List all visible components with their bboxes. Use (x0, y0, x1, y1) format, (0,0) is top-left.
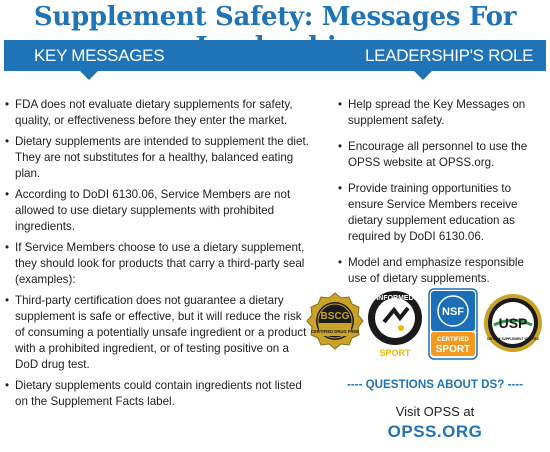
list-item: • According to DoDI 6130.06, Service Members are not allowed to use dietary supplements with prohibited ingredients. (5, 187, 310, 235)
list-item: • Third-party certification does not guarantee a dietary supplement is safe or effective, but it will reduce the risk of consuming a potentially unsafe ingredient or a product with a prohibited ingredient, or of testing positive on a DoD drug test. (5, 293, 310, 373)
list-item: • Dietary supplements could contain ingredients not listed on the Supplement Facts label. (5, 378, 310, 410)
leadership-role-heading: LEADERSHIP'S ROLE (365, 46, 534, 65)
banner-pointer-left (80, 71, 98, 80)
list-item: • Dietary supplements are intended to supplement the diet. They are not substitutes for a healthy, balanced eating plan. (5, 134, 310, 182)
nsf-mid: CERTIFIED (437, 337, 469, 343)
bscg-seal-icon (306, 292, 364, 358)
bscg-seal-bottom: CERTIFIED DRUG FREE (311, 329, 359, 334)
visit-text: Visit OPSS at (395, 404, 475, 419)
section-banner (4, 40, 546, 71)
usp-ring: DIETARY SUPPLEMENT VERIFIED (487, 337, 539, 341)
leadership-role-list (338, 97, 538, 297)
banner-pointer-right (414, 71, 432, 80)
nsf-certified-sport-icon (428, 288, 478, 360)
questions-heading: ---- QUESTIONS ABOUT DS? ---- (346, 378, 524, 391)
list-item: • Model and emphasize responsible use of dietary supplements. (338, 255, 538, 287)
nsf-top: NSF (442, 306, 464, 318)
list-item: • Encourage all personnel to use the OPSS website at OPSS.org. (338, 139, 538, 171)
list-item: • FDA does not evaluate dietary supplements for safety, quality, or effectiveness before they enter the market. (5, 97, 310, 129)
usp-top: USP (498, 315, 528, 331)
list-item: • Help spread the Key Messages on supplement safety. (338, 97, 538, 129)
informed-sport-icon (366, 288, 424, 360)
page-title: Supplement Safety: Messages For (33, 2, 517, 32)
key-messages-list (5, 97, 310, 415)
bscg-seal-top: BSCG (320, 311, 350, 322)
key-messages-heading: KEY MESSAGES (34, 46, 165, 65)
website-link[interactable]: OPSS.ORG (387, 422, 483, 441)
certification-logos (306, 286, 546, 364)
nsf-bottom: SPORT (435, 344, 471, 355)
list-item: • If Service Members choose to use a dietary supplement, they should look for products that carry a third-party seal (examples): (5, 240, 310, 288)
informed-sport-top: INFORMED (376, 295, 414, 302)
informed-sport-bottom: SPORT (379, 348, 411, 358)
usp-verified-icon (482, 292, 544, 354)
list-item: • Provide training opportunities to ensure Service Members receive dietary supplement education as required by DoDI 6130.06. (338, 181, 538, 245)
